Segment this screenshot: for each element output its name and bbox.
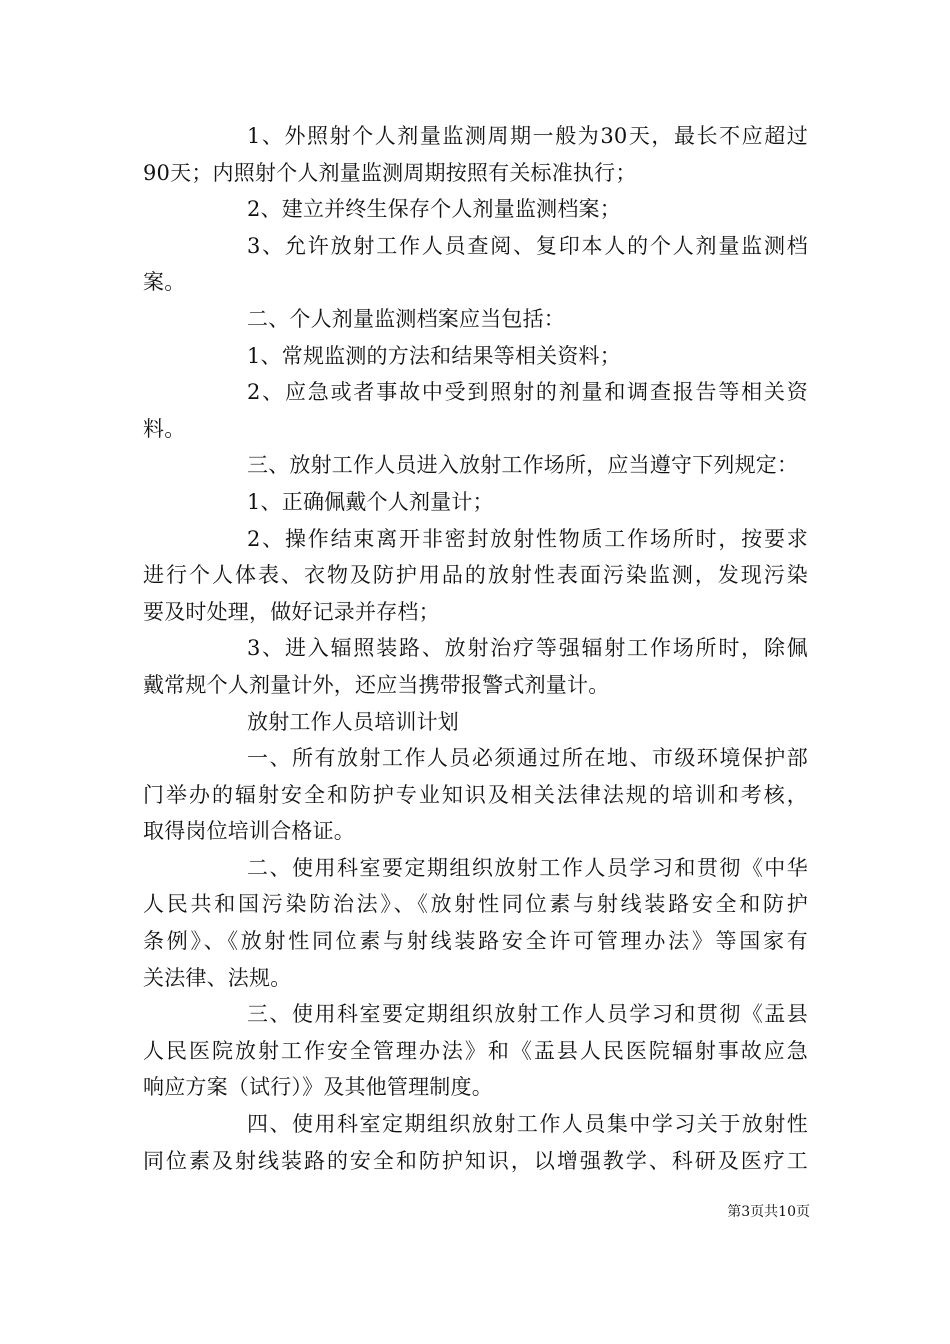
text-line: 2、应急或者事故中受到照射的剂量和调查报告等相关资 [247,380,808,405]
text-line: 门举办的辐射安全和防护专业知识及相关法律法规的培训和考核， [143,782,808,807]
text-line: 人民共和国污染防治法》、《放射性同位素与射线装路安全和防护 [143,892,808,917]
text-line: 同位素及射线装路的安全和防护知识，以增强教学、科研及医疗工 [143,1148,808,1173]
text-line: 3、允许放射工作人员查阅、复印本人的个人剂量监测档 [247,233,808,258]
text-line: 1、正确佩戴个人剂量计； [247,489,494,514]
page-number-footer: 第3页共10页 [727,1204,810,1220]
text-line: 戴常规个人剂量计外，还应当携带报警式剂量计。 [143,672,610,697]
text-line: 三、使用科室要定期组织放射工作人员学习和贯彻《盂县 [247,1002,808,1027]
text-line: 人民医院放射工作安全管理办法》和《盂县人民医院辐射事故应急 [143,1038,808,1063]
text-line: 关法律、法规。 [143,965,292,990]
text-line: 二、使用科室要定期组织放射工作人员学习和贯彻《中华 [247,855,808,880]
text-line: 四、使用科室定期组织放射工作人员集中学习关于放射性 [247,1112,808,1137]
document-body [143,118,808,1179]
text-line: 取得岗位培训合格证。 [143,819,355,844]
text-line: 案。 [143,270,186,295]
text-line: 3、进入辐照装路、放射治疗等强辐射工作场所时，除佩 [247,636,808,661]
text-line: 要及时处理，做好记录并存档； [143,599,440,624]
text-line: 三、放射工作人员进入放射工作场所，应当遵守下列规定： [247,453,799,478]
text-line: 响应方案（试行）》及其他管理制度。 [143,1075,493,1100]
text-line: 1、外照射个人剂量监测周期一般为30天，最长不应超过 [247,124,808,148]
text-line: 2、建立并终生保存个人剂量监测档案； [247,197,621,222]
text-line: 料。 [143,416,186,441]
text-line: 二、个人剂量监测档案应当包括： [247,306,565,331]
text-line: 90天；内照射个人剂量监测周期按照有关标准执行； [143,160,637,185]
text-line: 放射工作人员培训计划 [247,709,459,734]
text-line: 1、常规监测的方法和结果等相关资料； [247,343,621,368]
text-line: 2、操作结束离开非密封放射性物质工作场所时，按要求 [247,526,808,551]
text-line: 一、所有放射工作人员必须通过所在地、市级环境保护部 [247,746,808,771]
text-line: 条例》、《放射性同位素与射线装路安全许可管理办法》等国家有 [143,929,808,954]
text-line: 进行个人体表、衣物及防护用品的放射性表面污染监测，发现污染 [143,563,808,588]
